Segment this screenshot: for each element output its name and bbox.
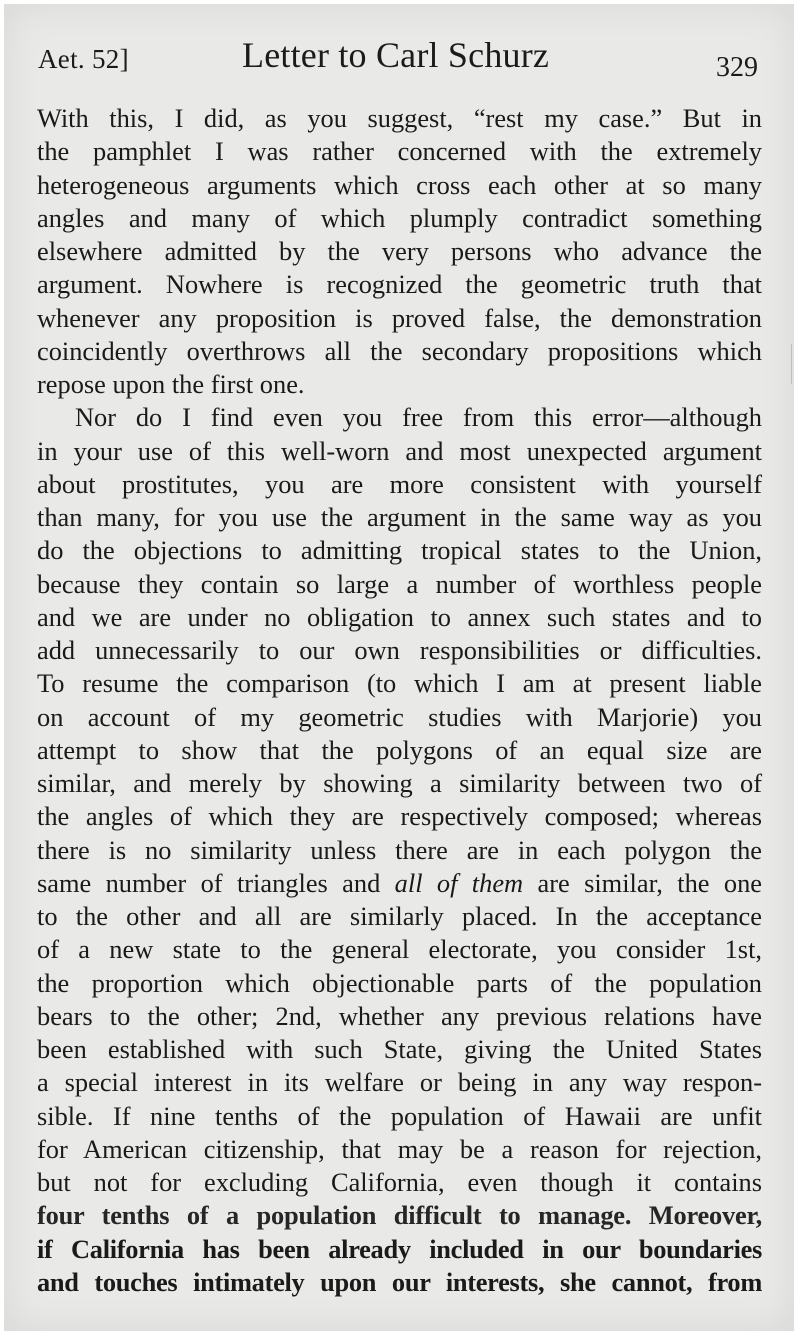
- text-line: for American citizenship, that may be a reason for rejection,: [37, 1133, 762, 1164]
- text-line: To resume the comparison (to which I am at present liable: [37, 668, 762, 699]
- text-line: the proportion which objectionable parts of the population: [37, 967, 762, 998]
- text-line: to the other and all are similarly placed. In the acceptance: [37, 901, 762, 931]
- text-line: than many, for you use the argument in the same way as you: [37, 502, 762, 532]
- text-line: there is no similarity unless there are in each polygon the: [37, 834, 762, 865]
- text-line: attempt to show that the polygons of an equal size are: [37, 734, 762, 765]
- text-line: in your use of this well-worn and most unexpected argument: [37, 435, 762, 466]
- page-title: Letter to Carl Schurz: [242, 35, 550, 75]
- text-line: sible. If nine tenths of the population of Hawaii are unfit: [37, 1100, 762, 1131]
- text-line: whenever any proposition is proved false, the demonstration: [37, 302, 762, 333]
- running-header: [4, 34, 794, 84]
- text-line: do the objections to admitting tropical states to the Union,: [37, 535, 762, 566]
- text-line: similar, and merely by showing a similarity between two of: [37, 768, 762, 798]
- text-line: argument. Nowhere is recognized the geometric truth that: [37, 269, 762, 300]
- book-page: [4, 4, 794, 1331]
- text-line: and touches intimately upon our interests, she cannot, from: [37, 1266, 762, 1297]
- text-line: about prostitutes, you are more consistent with yourself: [37, 468, 762, 499]
- text-line: same number of triangles and all of them are similar, the one: [37, 867, 762, 898]
- text-line: because they contain so large a number of worthless people: [37, 568, 762, 599]
- text-line: the pamphlet I was rather concerned with the extremely: [37, 136, 762, 167]
- text-line: four tenths of a population difficult to manage. Moreover,: [37, 1200, 762, 1231]
- text-line: the angles of which they are respectively composed; whereas: [37, 801, 762, 832]
- text-line: of a new state to the general electorate, you consider 1st,: [37, 934, 762, 965]
- text-line: and we are under no obligation to annex such states and to: [37, 601, 762, 632]
- text-line: bears to the other; 2nd, whether any previous relations have: [37, 1000, 762, 1031]
- text-line: angles and many of which plumply contradict something: [37, 202, 762, 233]
- text-line: elsewhere admitted by the very persons who advance the: [37, 236, 762, 266]
- text-line: but not for excluding California, even though it contains: [37, 1167, 762, 1197]
- text-line: add unnecessarily to our own responsibilities or difficulties.: [37, 635, 762, 665]
- page-number: 329: [716, 52, 758, 83]
- page-margin-mark: [785, 344, 792, 384]
- text-line: heterogeneous arguments which cross each other at so many: [37, 169, 762, 200]
- text-line: With this, I did, as you suggest, “rest my case.” But in: [37, 103, 762, 133]
- text-line: Nor do I find even you free from this error—although: [75, 402, 762, 433]
- text-line: a special interest in its welfare or being in any way respon-: [37, 1067, 762, 1098]
- text-line: repose upon the first one.: [37, 369, 305, 399]
- text-line: coincidently overthrows all the secondary propositions which: [37, 335, 762, 366]
- text-line: if California has been already included in our boundaries: [37, 1233, 762, 1264]
- emphasis-text: all of them: [394, 867, 524, 898]
- age-marker: Aet. 52]: [38, 44, 129, 74]
- text-line: on account of my geometric studies with Marjorie) you: [37, 701, 762, 732]
- text-line: been established with such State, giving the United States: [37, 1034, 762, 1064]
- letter-body: [37, 102, 762, 1299]
